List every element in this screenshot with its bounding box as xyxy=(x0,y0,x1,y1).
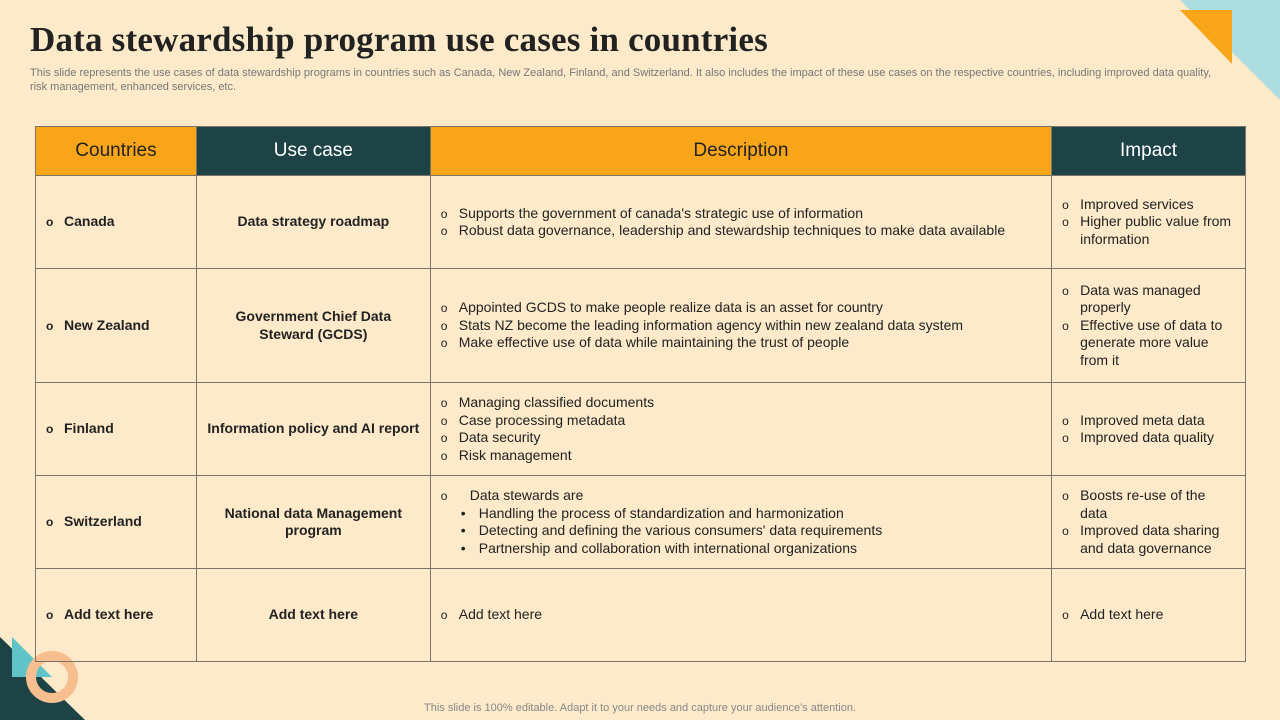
country-name: o Canada xyxy=(46,213,186,231)
footer-note: This slide is 100% editable. Adapt it to your needs and capture your audience's attention. xyxy=(424,702,856,714)
country-cell xyxy=(36,476,197,569)
impact-item: o Improved meta data xyxy=(1062,412,1235,430)
table-row xyxy=(36,269,1246,383)
description-item: o Managing classified documents xyxy=(441,394,1041,412)
impact-cell xyxy=(1052,476,1246,569)
description-cell xyxy=(430,383,1051,476)
country-name: o Switzerland xyxy=(46,513,186,531)
impact-item: o Add text here xyxy=(1062,606,1235,624)
header-countries: Countries xyxy=(36,127,197,176)
description-item: o Risk management xyxy=(441,447,1041,465)
impact-item: o Improved data sharing and data governance xyxy=(1062,522,1235,557)
use-case-cell: Data strategy roadmap xyxy=(196,176,430,269)
page-title: Data stewardship program use cases in countries xyxy=(30,20,768,59)
impact-cell xyxy=(1052,569,1246,662)
description-item: o Stats NZ become the leading information agency within new zealand data system xyxy=(441,317,1041,335)
table-row xyxy=(36,476,1246,569)
impact-cell xyxy=(1052,269,1246,383)
impact-item: o Improved data quality xyxy=(1062,429,1235,447)
impact-item: o Boosts re-use of the data xyxy=(1062,487,1235,522)
description-cell xyxy=(430,176,1051,269)
use-case-cell: Government Chief Data Steward (GCDS) xyxy=(196,269,430,383)
country-cell xyxy=(36,269,197,383)
country-name: o Add text here xyxy=(46,606,186,624)
description-item: o Case processing metadata xyxy=(441,412,1041,430)
header-use-case: Use case xyxy=(196,127,430,176)
description-item: o Add text here xyxy=(441,606,1041,624)
use-case-cell: Information policy and AI report xyxy=(196,383,430,476)
header-impact: Impact xyxy=(1052,127,1246,176)
description-item: o Make effective use of data while maintaining the trust of people xyxy=(441,334,1041,352)
table-row xyxy=(36,176,1246,269)
country-cell xyxy=(36,383,197,476)
use-case-cell: National data Management program xyxy=(196,476,430,569)
description-item: o Supports the government of canada's strategic use of information xyxy=(441,205,1041,223)
impact-item: o Effective use of data to generate more value from it xyxy=(1062,317,1235,370)
table-row xyxy=(36,569,1246,662)
description-cell xyxy=(430,569,1051,662)
impact-item: o Data was managed properly xyxy=(1062,282,1235,317)
country-cell xyxy=(36,569,197,662)
use-cases-table xyxy=(35,126,1246,662)
description-item: • Detecting and defining the various consumers' data requirements xyxy=(441,522,1041,540)
country-cell xyxy=(36,176,197,269)
description-intro: o Data stewards are xyxy=(441,487,1041,505)
page-subtitle: This slide represents the use cases of data stewardship programs in countries such as Canada, New Zealand, Finland, and Switzerland. It also includes the impact of these use cases on the respective countries, including improved data quality, risk management, enhanced services, etc. xyxy=(30,67,1212,93)
description-item: o Robust data governance, leadership and stewardship techniques to make data available xyxy=(441,222,1041,240)
description-cell xyxy=(430,269,1051,383)
description-item: • Handling the process of standardization and harmonization xyxy=(441,505,1041,523)
description-item: o Appointed GCDS to make people realize data is an asset for country xyxy=(441,299,1041,317)
impact-item: o Higher public value from information xyxy=(1062,213,1235,248)
table-row xyxy=(36,383,1246,476)
description-item: o Data security xyxy=(441,429,1041,447)
description-cell xyxy=(430,476,1051,569)
header-description: Description xyxy=(430,127,1051,176)
use-case-cell: Add text here xyxy=(196,569,430,662)
impact-item: o Improved services xyxy=(1062,196,1235,214)
impact-cell xyxy=(1052,383,1246,476)
country-name: o New Zealand xyxy=(46,317,186,335)
country-name: o Finland xyxy=(46,420,186,438)
impact-cell xyxy=(1052,176,1246,269)
corner-decoration-orange xyxy=(1180,10,1232,64)
description-item: • Partnership and collaboration with international organizations xyxy=(441,540,1041,558)
